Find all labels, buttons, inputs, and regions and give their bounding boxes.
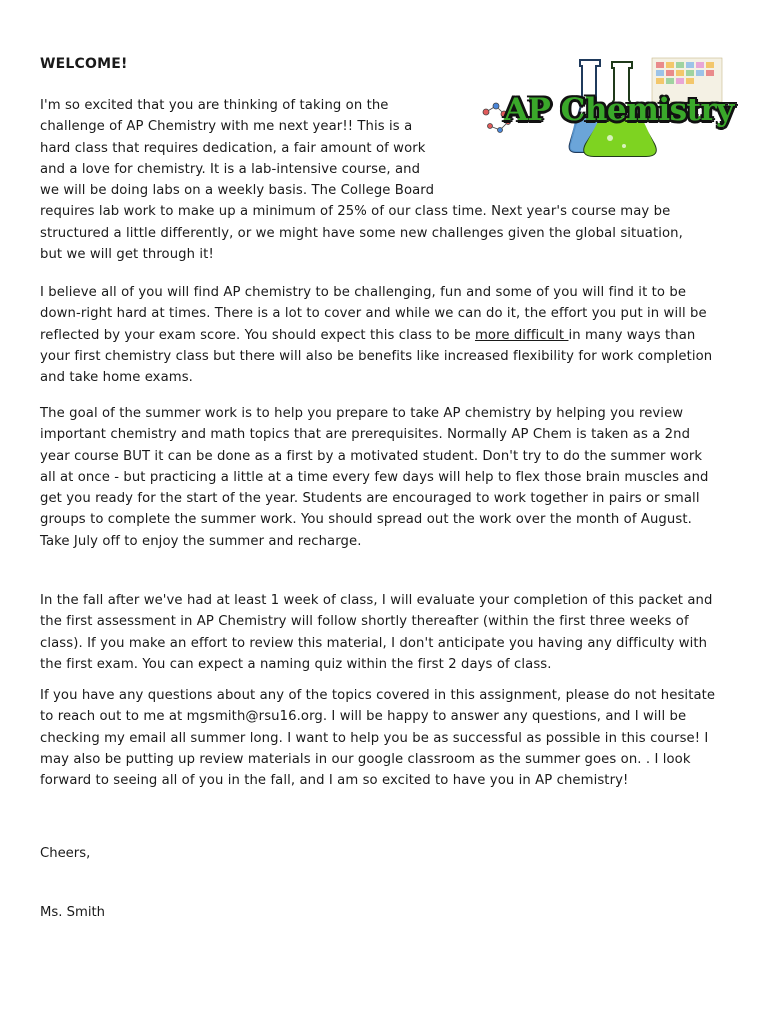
p2-underlined-text: more difficult [474, 327, 569, 343]
intro-line: and a love for chemistry. It is a lab-intensive course, and [40, 161, 421, 177]
intro-line: hard class that requires dedication, a fair amount of work [40, 140, 426, 156]
questions-paragraph: If you have any questions about any of the topics covered in this assignment, please do not hesitate to reach out to me at mgsmith@rsu16.org. I will be happy to answer any questions, and I will be checking my email all summer long. I want to help you be as successful as possible in this course! I may also be putting up review materials in our google classroom as the summer goes on. . I look forward to seeing all of you in the fall, and I am so excited to have you in AP chemistry! [40, 688, 716, 789]
p2-text-after: in many ways than your first chemistry class but there will also be benefits like increased flexibility for work completion and take home exams. [40, 327, 713, 386]
intro-paragraph [40, 95, 720, 265]
p2-text-before: I believe all of you will find AP chemistry to be challenging, fun and some of you will find it to be down-right hard at times. There is a lot to cover and while we can do it, the effort you put in will be reflected by your exam score. You should expect this class to be [40, 285, 707, 343]
intro-line: requires lab work to make up a minimum of 25% of our class time. Next year's course may be [40, 204, 671, 220]
intro-line: but we will get through it! [40, 247, 214, 263]
fall-assessment-paragraph: In the fall after we've had at least 1 week of class, I will evaluate your completion of this packet and the first assessment in AP Chemistry will follow shortly thereafter (within the first three weeks of class). If you make an effort to review this material, I don't anticipate you having any difficulty with the first exam. You can expect a naming quiz within the first 2 days of class. [40, 593, 713, 672]
welcome-heading: WELCOME! [40, 56, 128, 72]
intro-line: we will be doing labs on a weekly basis. The College Board [40, 183, 435, 199]
intro-line: I'm so excited that you are thinking of taking on the [40, 98, 389, 113]
summer-work-paragraph: The goal of the summer work is to help you prepare to take AP chemistry by helping you review important chemistry and math topics that are prerequisites. Normally AP Chem is taken as a 2nd year course BUT it can be done as a first by a motivated student. Don't try to do the summer work all at once - but practicing a little at a time every few days will help to flex those brain muscles and get you ready for the start of the year. Students are encouraged to work together in pairs or small groups to complete the summer work. You should spread out the work over the month of August. Take July off to enjoy the summer and recharge. [40, 406, 709, 549]
logo-text: AP Chemistry [504, 92, 734, 128]
signature-text: Ms. Smith [40, 905, 106, 920]
intro-line: challenge of AP Chemistry with me next year!! This is a [40, 119, 413, 135]
expectations-paragraph [40, 282, 720, 388]
closing-text: Cheers, [40, 846, 91, 861]
intro-line: structured a little differently, or we might have some new challenges given the global situation, [40, 225, 683, 241]
